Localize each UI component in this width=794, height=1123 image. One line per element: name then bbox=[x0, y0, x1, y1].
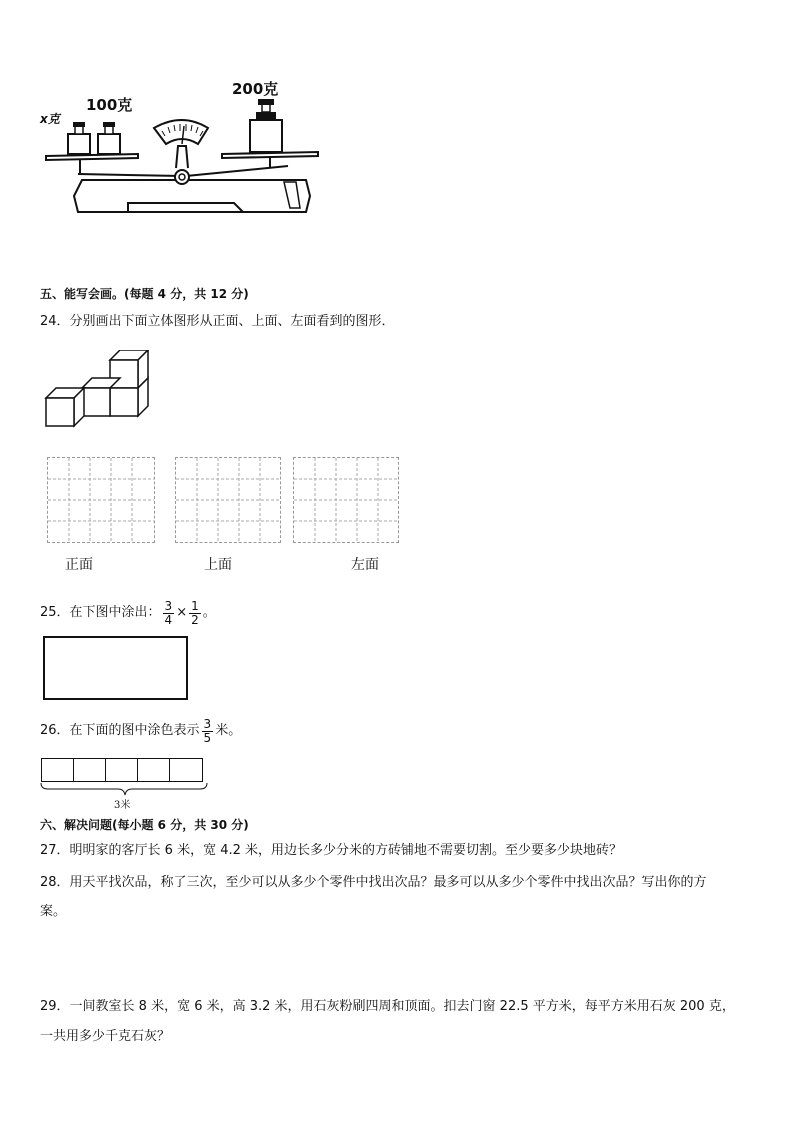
fraction-three-fifths bbox=[202, 718, 214, 745]
balance-scale-drawing bbox=[38, 76, 328, 221]
fraction-one-half bbox=[189, 600, 201, 627]
cube-stack-figure bbox=[44, 350, 154, 428]
left-view-gridlines bbox=[294, 458, 398, 542]
segment-strip[interactable] bbox=[41, 758, 203, 782]
question-26-prefix: 26．在下面的图中涂色表示 bbox=[40, 723, 200, 738]
front-view-grid[interactable] bbox=[47, 457, 155, 543]
top-view-gridlines bbox=[176, 458, 280, 542]
fraction-numerator: 3 bbox=[203, 716, 212, 731]
top-view-grid[interactable] bbox=[175, 457, 281, 543]
strip-cell[interactable] bbox=[42, 759, 74, 781]
fraction-denominator: 2 bbox=[191, 612, 199, 627]
balance-left-label: x克 bbox=[40, 112, 60, 126]
left-view-label: 左面 bbox=[351, 557, 379, 573]
question-25-suffix: 。 bbox=[202, 605, 216, 620]
fraction-denominator: 4 bbox=[164, 612, 173, 627]
front-view-gridlines bbox=[48, 458, 154, 542]
section-5-heading: 五、能写会画。(每题 4 分，共 12 分) bbox=[40, 287, 249, 301]
strip-cell[interactable] bbox=[138, 759, 170, 781]
shading-rectangle[interactable] bbox=[43, 636, 188, 700]
balance-scale-figure bbox=[38, 76, 328, 221]
question-28-line-2: 案。 bbox=[40, 904, 67, 919]
fraction-three-quarters bbox=[163, 600, 175, 627]
question-28-line-1: 28．用天平找次品，称了三次，至少可以从多少个零件中找出次品？最多可以从多少个零件中找出次品？写出你的方 bbox=[40, 875, 707, 890]
balance-left-weights-label: 100克 bbox=[86, 96, 133, 114]
fraction-denominator: 5 bbox=[203, 730, 212, 745]
fraction-numerator: 3 bbox=[164, 598, 173, 613]
question-26-text bbox=[40, 713, 241, 749]
question-24-text: 24．分别画出下面立体图形从正面、上面、左面看到的图形． bbox=[40, 314, 395, 329]
balance-right-weight-label: 200克 bbox=[232, 80, 279, 98]
section-6-heading: 六、解决问题(每小题 6 分，共 30 分) bbox=[40, 818, 249, 832]
strip-cell[interactable] bbox=[74, 759, 106, 781]
front-view-label: 正面 bbox=[65, 557, 93, 573]
strip-length-label: 3米 bbox=[114, 800, 131, 811]
question-25-text bbox=[40, 596, 216, 630]
multiply-sign: × bbox=[176, 605, 188, 620]
strip-brace bbox=[40, 782, 210, 796]
cube-stack-drawing bbox=[44, 350, 154, 428]
fraction-numerator: 1 bbox=[191, 598, 199, 613]
strip-cell[interactable] bbox=[170, 759, 202, 781]
strip-cell[interactable] bbox=[106, 759, 138, 781]
question-29-line-1: 29．一间教室长 8 米，宽 6 米，高 3.2 米，用石灰粉刷四周和顶面。扣去门窗 22.5 平方米，每平方米用石灰 200 克， bbox=[40, 999, 735, 1014]
question-27-text: 27．明明家的客厅长 6 米，宽 4.2 米，用边长多少分米的方砖铺地不需要切割。至少要多少块地砖？ bbox=[40, 843, 623, 858]
question-29-line-2: 一共用多少千克石灰？ bbox=[40, 1029, 171, 1044]
question-25-prefix: 25．在下图中涂出： bbox=[40, 605, 161, 620]
question-26-suffix: 米。 bbox=[215, 723, 242, 738]
left-view-grid[interactable] bbox=[293, 457, 399, 543]
top-view-label: 上面 bbox=[204, 557, 232, 573]
